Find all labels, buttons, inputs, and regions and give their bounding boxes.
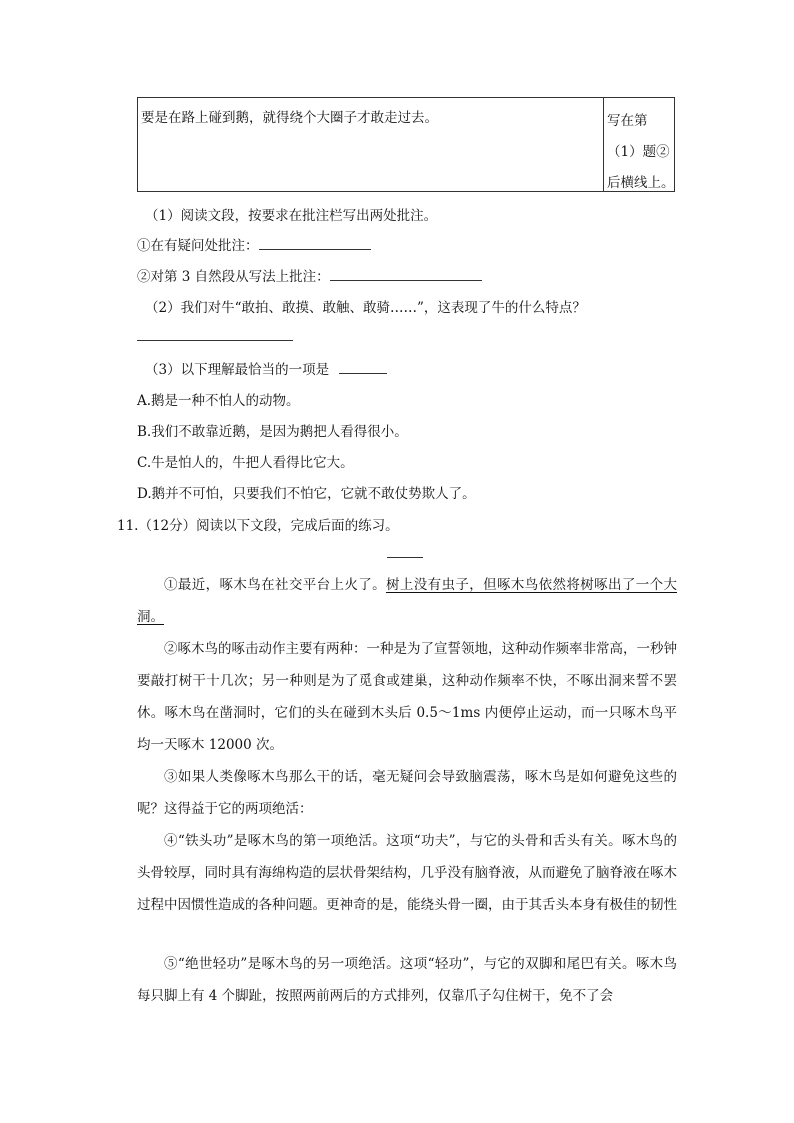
question-2-prompt: （2）我们对牛“敢拍、敢摸、敢触、敢骑……”，这表现了牛的什么特点？ [145,300,586,316]
table-divider [603,98,604,191]
question-3-prompt-text: （3）以下理解最恰当的一项是 [145,362,330,378]
answer-blank[interactable] [259,235,371,250]
question-1-item-2-label: ②对第 3 自然段从写法上批注： [137,269,330,285]
question-1-prompt: （1）阅读文段，按要求在批注栏写出两处批注。 [145,208,438,224]
question-3-prompt [145,358,387,378]
title-blank[interactable] [387,557,423,558]
question-1-item-1-label: ①在有疑问处批注： [137,238,259,254]
passage-paragraph-5: ⑤“绝世轻功”是啄木鸟的另一项绝活。这项“轻功”，与它的双脚和尾巴有关。啄木鸟每只脚上有 4 个脚趾，按照两前两后的方式排列，仅靠爪子勾住树干，免不了会 [137,956,677,1004]
question-1-item-2 [137,265,482,285]
question-1-item-1 [137,234,371,254]
paragraph-1-underlined: 树上没有虫子，但啄木鸟依然将树啄出了一个大洞。 [137,577,677,625]
passage-paragraph-4: ④“铁头功”是啄木鸟的第一项绝活。这项“功夫”，与它的头骨和舌头有关。啄木鸟的头骨较厚，同时具有海绵构造的层状骨架结构，几乎没有脑脊液，从而避免了脑脊液在啄木过程中因惯性造成的各种问题。更神奇的是，能绕头骨一圈，由于其舌头本身有极佳的韧性 [137,833,677,913]
passage-paragraph-1 [137,569,677,633]
paragraph-1-text: ①最近，啄木鸟在社交平台上火了。 [164,577,386,593]
passage-paragraph-2: ②啄木鸟的啄击动作主要有两种：一种是为了宣誓领地，这种动作频率非常高，一秒钟要敲打树干十几次；另一种则是为了觅食或建巢，这种动作频率不快，不啄出洞来誓不罢休。啄木鸟在凿洞时，它们的头在碰到木头后 0.5～1ms 内便停止运动，而一只啄木鸟平均一天啄木 12000 次。 [137,641,677,753]
option-c[interactable]: C.牛是怕人的，牛把人看得比它大。 [137,455,354,471]
option-a[interactable]: A.鹅是一种不怕人的动物。 [137,393,300,409]
question-11-heading: 11.（12分）阅读以下文段，完成后面的练习。 [117,518,399,534]
option-d[interactable]: D.鹅并不可怕，只要我们不怕它，它就不敢仗势欺人了。 [137,486,476,502]
answer-blank[interactable] [339,359,387,374]
passage-paragraph-3: ③如果人类像啄木鸟那么干的话，毫无疑问会导致脑震荡，啄木鸟是如何避免这些的呢？这得益于它的两项绝活： [137,769,677,817]
answer-blank[interactable] [330,266,482,281]
question-2-answer-line[interactable] [137,340,293,341]
annotation-table [137,97,675,192]
table-annotation-cell: 写在第（1）题②后横线上。 [607,113,675,191]
table-text-cell: 要是在路上碰到鹅，就得绕个大圈子才敢走过去。 [141,110,438,126]
option-b[interactable]: B.我们不敢靠近鹅，是因为鹅把人看得很小。 [137,424,408,440]
